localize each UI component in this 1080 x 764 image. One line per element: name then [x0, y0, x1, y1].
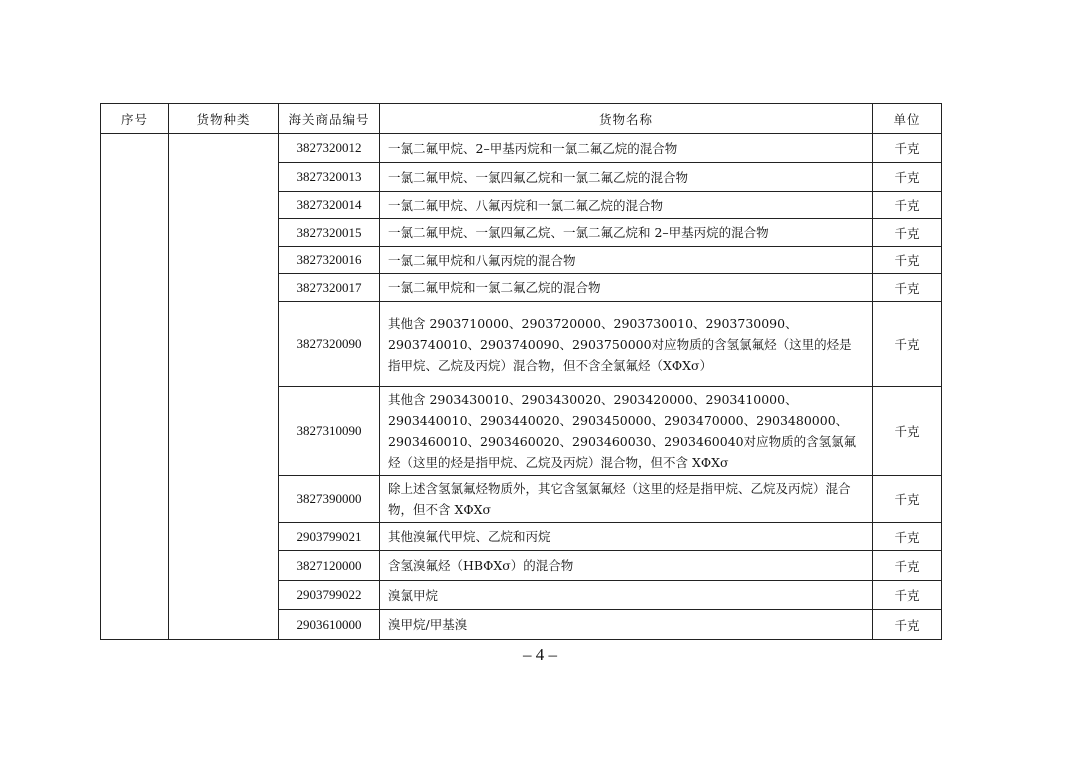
name-cell: 溴氯甲烷 — [380, 581, 873, 610]
header-name: 货物名称 — [380, 104, 873, 134]
code-cell: 3827390000 — [279, 476, 380, 523]
unit-cell: 千克 — [873, 192, 942, 219]
name-cell: 一氯二氟甲烷和一氯二氟乙烷的混合物 — [380, 274, 873, 302]
name-cell: 其他溴氟代甲烷、乙烷和丙烷 — [380, 523, 873, 551]
name-cell: 其他含 2903710000、2903720000、2903730010、2903730090、2903740010、2903740090、2903750000对应物质的含氢氯氟烃（这里的烃是指甲烷、乙烷及丙烷）混合物，但不含全氯氟烃（XΦXσ） — [380, 302, 873, 387]
unit-cell: 千克 — [873, 523, 942, 551]
code-cell: 3827320090 — [279, 302, 380, 387]
unit-cell: 千克 — [873, 581, 942, 610]
name-cell: 一氯二氟甲烷、八氟丙烷和一氯二氟乙烷的混合物 — [380, 192, 873, 219]
code-cell: 3827120000 — [279, 551, 380, 581]
table-header-row — [101, 104, 942, 134]
code-cell: 3827320013 — [279, 163, 380, 192]
code-cell: 2903799022 — [279, 581, 380, 610]
seq-cell-blank — [101, 134, 169, 640]
name-cell: 一氯二氟甲烷、一氯四氟乙烷和一氯二氟乙烷的混合物 — [380, 163, 873, 192]
table-body — [101, 134, 942, 640]
code-cell: 3827320014 — [279, 192, 380, 219]
unit-cell: 千克 — [873, 476, 942, 523]
name-cell: 其他含 2903430010、2903430020、2903420000、2903410000、2903440010、2903440020、2903450000、2903470000、2903480000、2903460010、2903460020、2903460030、2903460040对应物质的含氢氯氟烃（这里的烃是指甲烷、乙烷及丙烷）混合物，但不含 XΦXσ — [380, 387, 873, 476]
header-unit: 单位 — [873, 104, 942, 134]
header-seq: 序号 — [101, 104, 169, 134]
unit-cell: 千克 — [873, 387, 942, 476]
code-cell: 2903610000 — [279, 610, 380, 640]
unit-cell: 千克 — [873, 247, 942, 274]
code-cell: 3827320016 — [279, 247, 380, 274]
code-cell: 3827320012 — [279, 134, 380, 163]
name-cell: 一氯二氟甲烷、一氯四氟乙烷、一氯二氟乙烷和 2–甲基丙烷的混合物 — [380, 219, 873, 247]
name-cell: 除上述含氢氯氟烃物质外，其它含氢氯氟烃（这里的烃是指甲烷、乙烷及丙烷）混合物，但不含 XΦXσ — [380, 476, 873, 523]
unit-cell: 千克 — [873, 302, 942, 387]
name-cell: 一氯二氟甲烷、2–甲基丙烷和一氯二氟乙烷的混合物 — [380, 134, 873, 163]
name-cell: 一氯二氟甲烷和八氟丙烷的混合物 — [380, 247, 873, 274]
unit-cell: 千克 — [873, 219, 942, 247]
code-cell: 2903799021 — [279, 523, 380, 551]
unit-cell: 千克 — [873, 163, 942, 192]
table-row — [101, 134, 942, 163]
unit-cell: 千克 — [873, 551, 942, 581]
unit-cell: 千克 — [873, 274, 942, 302]
category-cell-blank — [169, 134, 279, 640]
header-category: 货物种类 — [169, 104, 279, 134]
name-cell: 溴甲烷/甲基溴 — [380, 610, 873, 640]
unit-cell: 千克 — [873, 134, 942, 163]
goods-table — [100, 103, 942, 640]
header-code: 海关商品编号 — [279, 104, 380, 134]
code-cell: 3827310090 — [279, 387, 380, 476]
code-cell: 3827320017 — [279, 274, 380, 302]
goods-table-container — [100, 103, 941, 640]
code-cell: 3827320015 — [279, 219, 380, 247]
page-number: – 4 – — [523, 645, 557, 664]
name-cell: 含氢溴氟烃（HBΦXσ）的混合物 — [380, 551, 873, 581]
unit-cell: 千克 — [873, 610, 942, 640]
